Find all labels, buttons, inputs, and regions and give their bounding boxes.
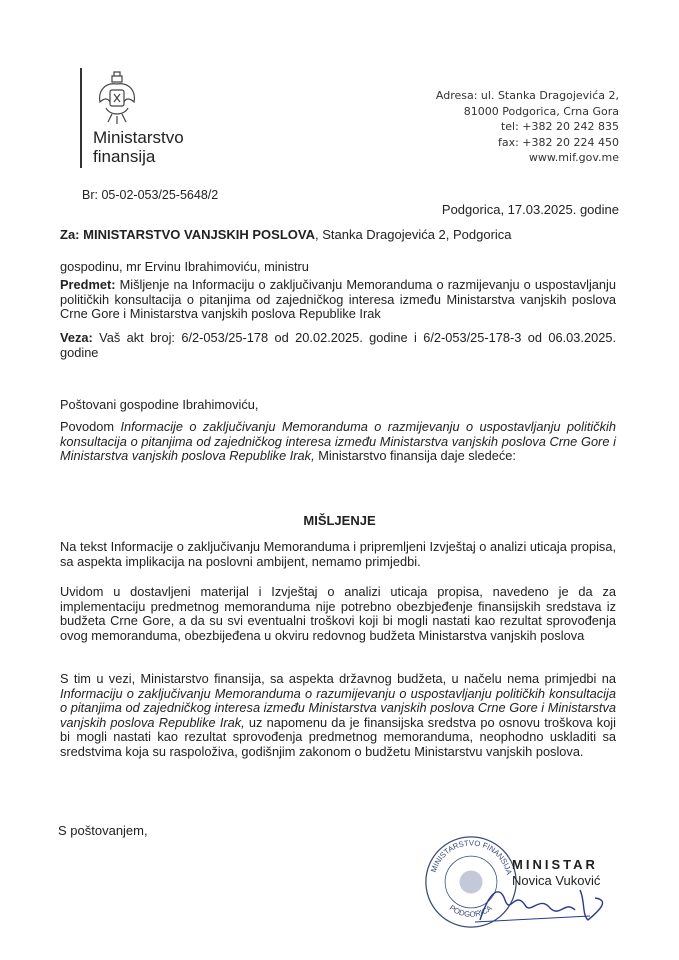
- coat-of-arms-icon: [92, 68, 142, 128]
- document-date: Podgorica, 17.03.2025. godine: [441, 202, 619, 217]
- svg-text:MINISTARSTVO FINANSIJA: MINISTARSTVO FINANSIJA: [428, 838, 514, 876]
- letterhead-rule: [80, 68, 82, 168]
- subject-line: [60, 278, 616, 322]
- svg-text:PODGORICA: PODGORICA: [447, 903, 494, 919]
- address-block: [436, 88, 619, 166]
- subject-text: Mišljenje na Informaciju o zaključivanju Memoranduma o razmijevanju o uspostavljanju političkih konsultacija o pitanjima od zajedničkog interesa između Ministarstva vanjskih poslova Crne Gore i Ministarstva vanjskih poslova Republike Irak: [60, 277, 616, 321]
- intro-text-a: Povodom: [60, 419, 121, 434]
- reference-number: Br: 05-02-053/25-5648/2: [82, 188, 219, 202]
- ministry-logo-text: [93, 128, 184, 166]
- opinion-paragraph-2: Uvidom u dostavljeni materijal i Izvještaj o analizi uticaja propisa, navedeno je da za implementaciju predmetnog memoranduma nije potrebno obezbjeđenje finansijskih sredstava iz budžeta Crne Gore, a da su svi eventualni troškovi koji bi mogli nastati kao rezultat sprovođenja ovog memoranduma, obezbijeđena u okviru redovnog budžeta Ministarstva vanjskih poslova: [60, 584, 616, 643]
- recipient-org: MINISTARSTVO VANJSKIH POSLOVA: [83, 227, 315, 242]
- p3-text-a: S tim u vezi, Ministarstvo finansija, sa aspekta državnog budžeta, u načelu nema primjedbi na: [60, 671, 616, 686]
- p3-text-italic: Informaciju o zaključivanju Memoranduma o razumijevanju o uspostavljanju političkih konsultacija o pitanjima od zajedničkog interesa između Ministarstva vanjskih poslova Crne Gore i Ministarstva vanjskih poslova Republike Irak,: [60, 685, 616, 730]
- intro-text-italic: Informacije o zaključivanju Memoranduma o razmijevanju o uspostavljanju političkih konsultacija o pitanjima od zajedničkog interesa između Ministarstva vanjskih poslova Crne Gore i Ministarstva vanjskih poslova Republike Irak,: [60, 419, 616, 463]
- recipient-address: , Stanka Dragojevića 2, Podgorica: [314, 227, 512, 242]
- subject-label: Predmet:: [60, 277, 116, 292]
- signatory-title: MINISTAR: [512, 857, 598, 872]
- salutation: Poštovani gospodine Ibrahimoviću,: [60, 397, 259, 412]
- p3-text-c: uz napomenu da je finansijska sredstva po osnovu troškova koji bi mogli nastati kao rezultat sprovođenja predmetnog memoranduma, neophodno uskladiti sa sredstvima koja su raspoloživa, godišnjim zakonom o budžetu Ministarstvu vanjskih poslova.: [60, 714, 616, 759]
- closing: S poštovanjem,: [58, 823, 148, 838]
- opinion-heading: MIŠLJENJE: [303, 513, 376, 528]
- handwritten-signature-icon: [470, 880, 620, 930]
- address-tel: tel: +382 20 242 835: [500, 120, 619, 133]
- link-text: Vaš akt broj: 6/2-053/25-178 od 20.02.2025. godine i 6/2-053/25-178-3 od 06.03.2025. godine: [60, 330, 616, 360]
- ministry-name-line1: Ministarstvo: [93, 128, 184, 147]
- recipient-person: gospodinu, mr Ervinu Ibrahimoviću, ministru: [60, 259, 309, 274]
- address-street: Adresa: ul. Stanka Dragojevića 2,: [435, 89, 619, 102]
- recipient-line: [60, 228, 616, 243]
- signatory-name: Novica Vuković: [512, 873, 601, 888]
- address-fax: fax: +382 20 224 450: [497, 135, 619, 149]
- address-website[interactable]: www.mif.gov.me: [528, 151, 619, 164]
- intro-text-c: Ministarstvo finansija daje sledeće:: [314, 448, 516, 463]
- link-label: Veza:: [60, 330, 93, 345]
- recipient-label: Za:: [60, 227, 80, 242]
- ministry-name-line2: finansija: [93, 147, 156, 166]
- opinion-paragraph-3: [60, 672, 616, 759]
- opinion-paragraph-1: Na tekst Informacije o zaključivanju Memoranduma i pripremljeni Izvještaj o analizi uticaja propisa, sa aspekta implikacija na poslovni ambijent, nemamo primjedbi.: [60, 539, 616, 569]
- intro-paragraph: [60, 420, 616, 464]
- address-city: 81000 Podgorica, Crna Gora: [463, 104, 619, 118]
- reference-link: [60, 331, 616, 360]
